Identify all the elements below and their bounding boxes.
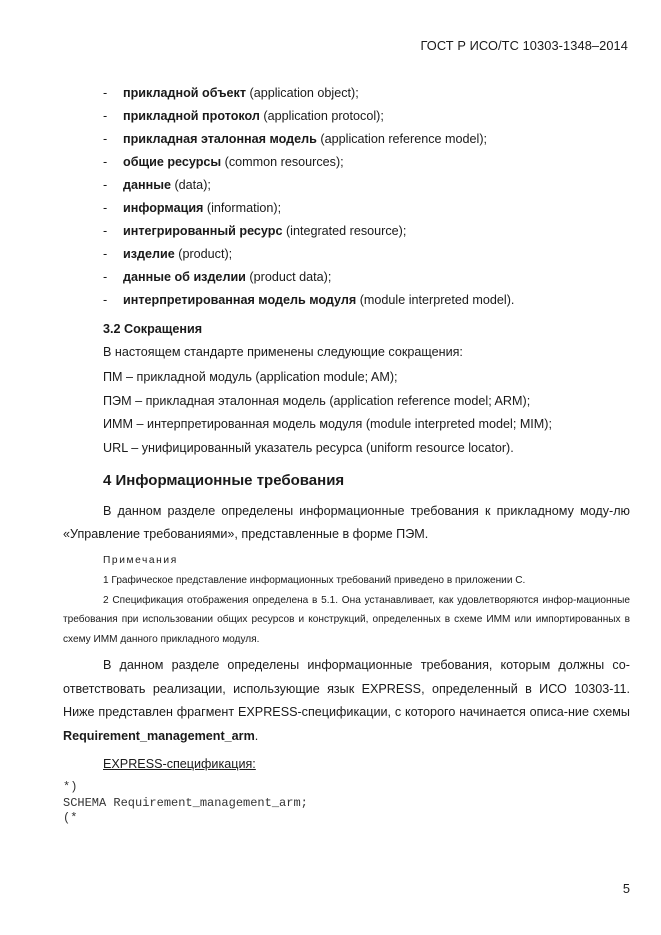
- abbreviations-list: [103, 368, 552, 462]
- note-item: 1 Графическое представление информационных требований приведено в приложении С.: [103, 575, 526, 586]
- list-item: - изделие (product);: [103, 247, 233, 261]
- express-label: EXPRESS-спецификация:: [103, 757, 256, 771]
- paragraph: В данном разделе определены информационные требования к прикладному моду-лю «Управление требованиями», представленные в форме ПЭМ.: [63, 504, 630, 541]
- list-item: - прикладная эталонная модель (application reference model);: [103, 132, 488, 146]
- express-code: *) SCHEMA Requirement_management_arm; (*: [63, 780, 308, 825]
- list-item: ПМ – прикладной модуль (application module; AM);: [103, 370, 398, 384]
- notes-title: Примечания: [103, 555, 178, 566]
- abbreviations-heading: 3.2 Сокращения: [103, 322, 203, 336]
- section-title: 4 Информационные требования: [103, 472, 345, 489]
- list-item: ПЭМ – прикладная эталонная модель (application reference model; ARM);: [103, 393, 531, 408]
- schema-name: Requirement_management_arm: [63, 728, 255, 743]
- notes-block: [63, 571, 630, 649]
- list-item: - прикладной объект (application object);: [103, 86, 359, 100]
- terms-list: [103, 84, 623, 314]
- list-item: - прикладной протокол (application protocol);: [103, 109, 384, 123]
- list-item: - интерпретированная модель модуля (module interpreted model).: [103, 293, 515, 307]
- list-item: - информация (information);: [103, 201, 282, 215]
- page-number: 5: [622, 881, 630, 896]
- list-item: - общие ресурсы (common resources);: [103, 155, 344, 169]
- list-item: - данные (data);: [103, 178, 211, 192]
- paragraph: В данном разделе определены информационные требования, которым должны со-ответствовать реализации, использующие язык EXPRESS, определенный в ИСО 10303-11. Ниже представлен фрагмент EXPRESS-спецификации, с которого начинается описа-ние схемы Requirement_management_arm.: [63, 658, 630, 743]
- list-item: URL – унифицированный указатель ресурса (uniform resource locator).: [103, 440, 514, 455]
- note-item: 2 Спецификация отображения определена в 5.1. Она устанавливает, как удовлетворяются инфор-мационные требования при использовании общих ресурсов и конструкций, определенных в схеме ИММ или импортированных в схему ИММ данного прикладного модуля.: [63, 594, 630, 645]
- list-item: - интегрированный ресурс (integrated resource);: [103, 224, 407, 238]
- list-item: ИММ – интерпретированная модель модуля (module interpreted model; MIM);: [103, 417, 552, 431]
- abbreviations-intro: В настоящем стандарте применены следующие сокращения:: [103, 345, 463, 359]
- standard-header: ГОСТ Р ИСО/ТС 10303-1348–2014: [420, 38, 628, 53]
- list-item: - данные об изделии (product data);: [103, 270, 332, 284]
